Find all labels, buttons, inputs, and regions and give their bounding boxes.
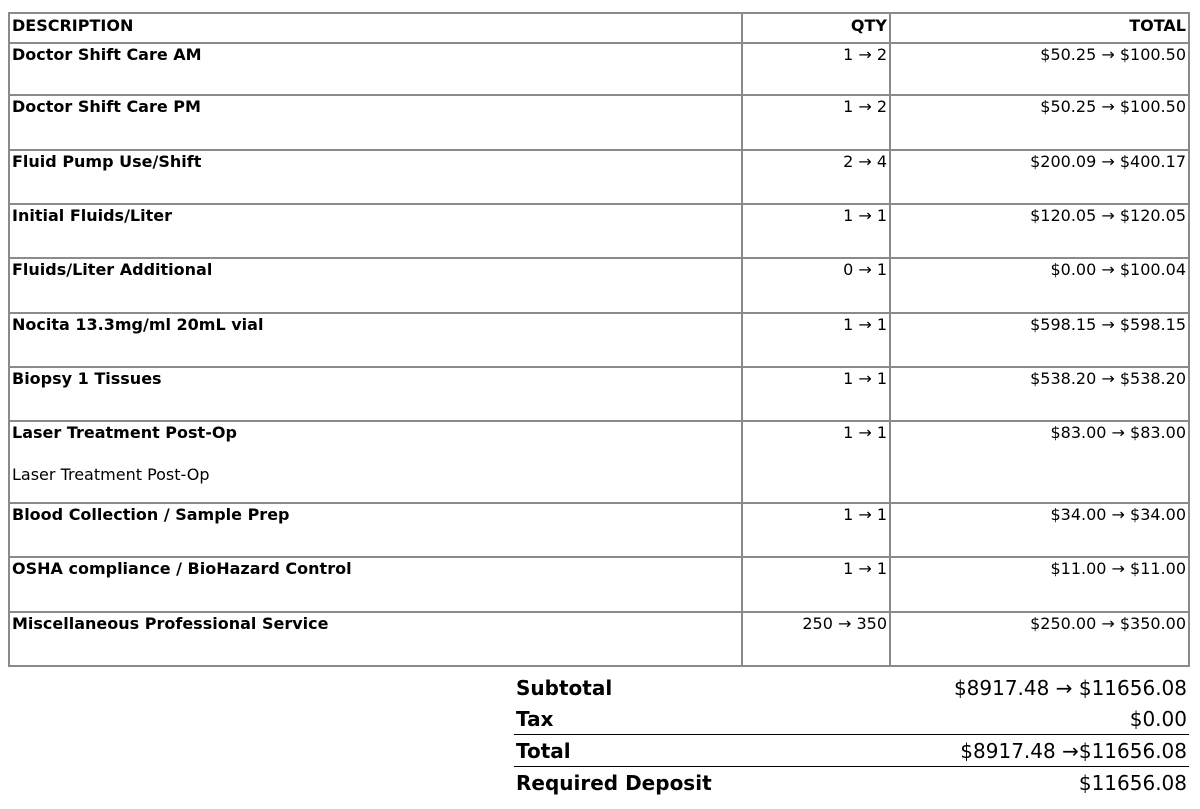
deposit-row [514, 767, 1189, 799]
description-cell [9, 367, 742, 421]
qty-cell: 1 → 1 [742, 503, 890, 557]
totals-summary [514, 672, 1189, 798]
subtotal-label: Subtotal [516, 675, 613, 700]
description-cell [9, 150, 742, 204]
total-cell: $34.00 → $34.00 [890, 503, 1189, 557]
total-cell: $50.25 → $100.50 [890, 43, 1189, 95]
qty-cell: 2 → 4 [742, 150, 890, 204]
table-header-row [9, 13, 1189, 43]
item-name: Doctor Shift Care AM [12, 45, 202, 64]
total-cell: $250.00 → $350.00 [890, 612, 1189, 666]
qty-column-header: QTY [742, 13, 890, 43]
item-name: Fluids/Liter Additional [12, 260, 213, 280]
total-cell: $538.20 → $538.20 [890, 367, 1189, 421]
total-cell: $598.15 → $598.15 [890, 313, 1189, 367]
table-row [9, 258, 1189, 312]
item-name: Fluid Pump Use/Shift [12, 151, 202, 171]
total-cell: $120.05 → $120.05 [890, 204, 1189, 258]
item-name: Doctor Shift Care PM [12, 97, 201, 117]
description-cell [9, 313, 742, 367]
description-cell [9, 258, 742, 312]
table-row [9, 150, 1189, 204]
line-items-body [9, 43, 1189, 666]
total-cell: $11.00 → $11.00 [890, 557, 1189, 611]
table-row [9, 43, 1189, 95]
description-cell [9, 204, 742, 258]
qty-cell: 250 → 350 [742, 612, 890, 666]
tax-label: Tax [514, 703, 823, 735]
total-label: Total [514, 735, 823, 767]
description-cell [9, 43, 742, 95]
total-column-header: TOTAL [890, 13, 1189, 43]
table-row [9, 313, 1189, 367]
description-cell [9, 612, 742, 666]
total-cell: $200.09 → $400.17 [890, 150, 1189, 204]
table-row [9, 612, 1189, 666]
total-cell: $83.00 → $83.00 [890, 421, 1189, 503]
subtotal-value: $8917.48 → $11656.08 [953, 675, 1187, 700]
description-cell [9, 421, 742, 503]
total-value: $8917.48 →$11656.08 [823, 735, 1189, 767]
table-row [9, 557, 1189, 611]
qty-cell: 0 → 1 [742, 258, 890, 312]
description-column-header: DESCRIPTION [9, 13, 742, 43]
deposit-value: $11656.08 [1078, 770, 1187, 795]
qty-cell: 1 → 2 [742, 95, 890, 149]
description-cell [9, 95, 742, 149]
line-items-table [8, 12, 1190, 667]
table-row [9, 503, 1189, 557]
qty-cell: 1 → 2 [742, 43, 890, 95]
table-row [9, 95, 1189, 149]
item-name: Blood Collection / Sample Prep [12, 504, 290, 524]
table-row [9, 421, 1189, 503]
total-row [514, 735, 1189, 767]
item-name: Biopsy 1 Tissues [12, 369, 162, 389]
description-cell [9, 557, 742, 611]
qty-cell: 1 → 1 [742, 367, 890, 421]
deposit-label: Required Deposit [516, 770, 712, 795]
qty-cell: 1 → 1 [742, 557, 890, 611]
item-name: Miscellaneous Professional Service [12, 613, 329, 633]
description-cell [9, 503, 742, 557]
total-cell: $50.25 → $100.50 [890, 95, 1189, 149]
item-name: Initial Fluids/Liter [12, 206, 172, 226]
table-row [9, 204, 1189, 258]
qty-cell: 1 → 1 [742, 421, 890, 503]
table-row [9, 367, 1189, 421]
item-name: Nocita 13.3mg/ml 20mL vial [12, 314, 264, 334]
qty-cell: 1 → 1 [742, 313, 890, 367]
tax-value: $0.00 [823, 703, 1189, 735]
qty-cell: 1 → 1 [742, 204, 890, 258]
item-name: Laser Treatment Post-Op [12, 423, 237, 443]
total-cell: $0.00 → $100.04 [890, 258, 1189, 312]
subtotal-row [514, 672, 1189, 703]
tax-row [514, 703, 1189, 735]
item-note: Laser Treatment Post-Op [12, 465, 210, 485]
item-name: OSHA compliance / BioHazard Control [12, 559, 352, 579]
